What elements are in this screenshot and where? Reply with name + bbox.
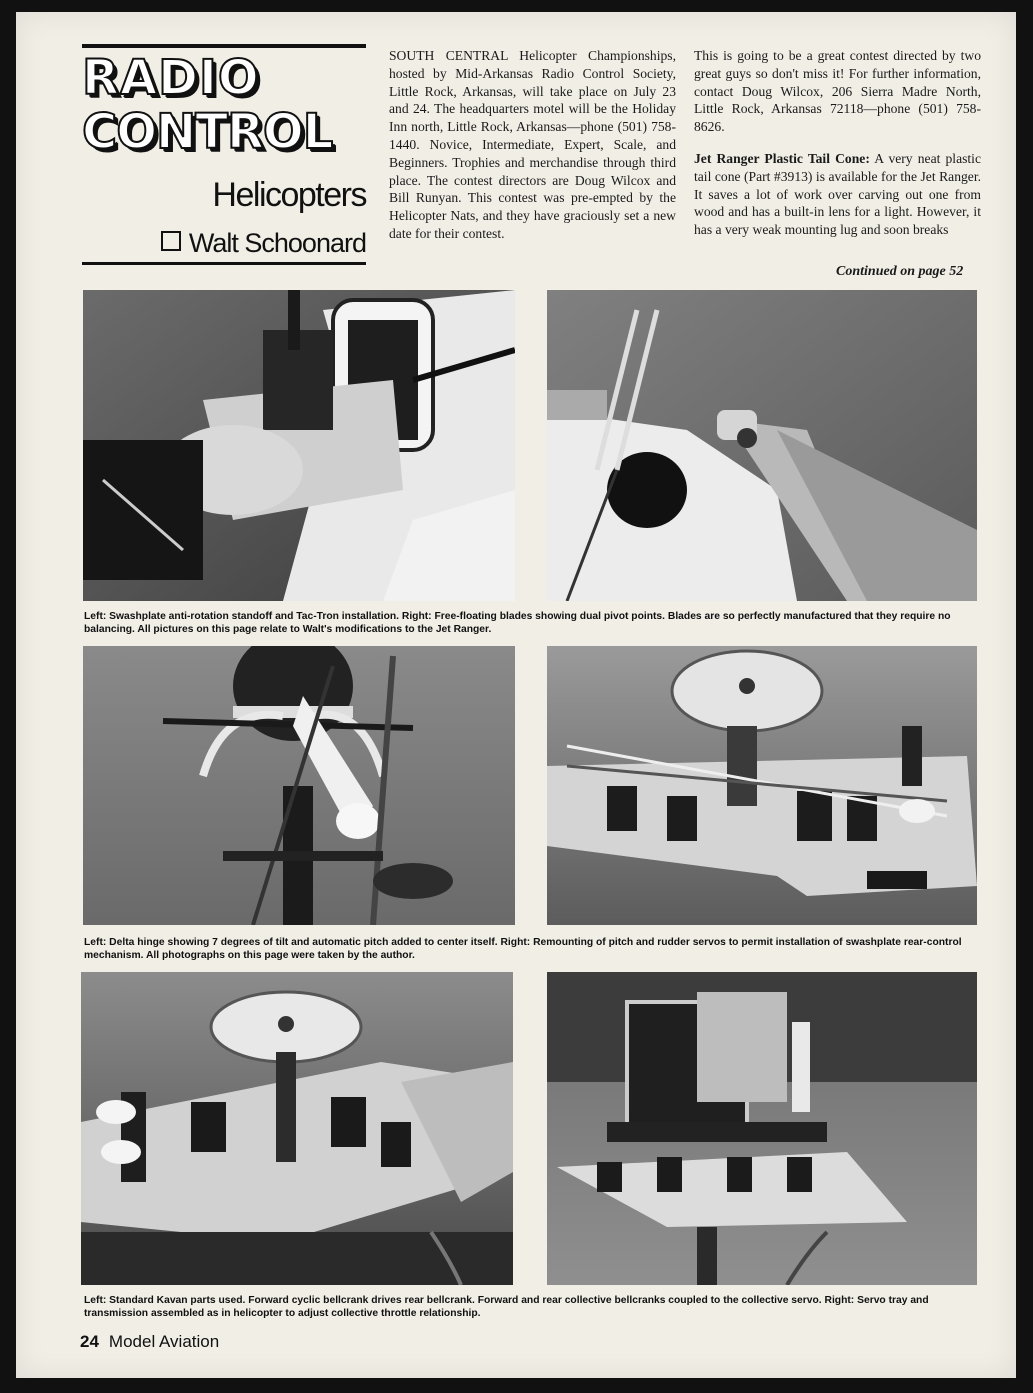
author-name: Walt Schoonard xyxy=(188,228,366,258)
article-paragraph: This is going to be a great contest directed by two great guys so don't miss it! For further information, contact Doug Wilcox, 206 Sierra Madre North, Little Rock, Arkansas 72118—phone (501) 758-8626. xyxy=(694,48,981,135)
paragraph-body: A very neat plastic tail cone (Part #3913) is available for the Jet Ranger. It saves a lot of work over carving out one from wood and has a built-in lens for a light. However, it has a very weak mounting lug and soon breaks xyxy=(694,150,981,238)
header-top-rule xyxy=(82,44,366,48)
title-control: CONTROL xyxy=(82,104,333,160)
article-paragraph xyxy=(694,150,981,239)
continued-note: Continued on page 52 xyxy=(836,264,964,279)
photo-free-floating-blades xyxy=(547,290,977,601)
photo-delta-hinge xyxy=(83,646,515,925)
photo-swashplate-standoff xyxy=(83,290,515,601)
title-radio: RADIO xyxy=(82,50,260,106)
magazine-name: Model Aviation xyxy=(108,1332,220,1351)
photo-kavan-parts xyxy=(81,972,513,1285)
caption-row-3: Left: Standard Kavan parts used. Forward cyclic bellcrank drives rear bellcrank. Forward and rear collective bellcranks coupled to the collective servo. Right: Servo tray and transmission assembled as in helicopter to adjust collective throttle relationship. xyxy=(84,1295,929,1319)
article-column-1 xyxy=(389,47,676,243)
column-subject: Helicopters xyxy=(212,176,366,214)
article-paragraph: SOUTH CENTRAL Helicopter Championships, hosted by Mid-Arkansas Radio Control Society, Little Rock, Arkansas, will take place on July 23 and 24. The headquarters motel will be the Holiday Inn north, Little Rock, Arkansas—phone (501) 758-1440. Novice, Intermediate, Expert, Scale, and Beginners. Trophies and merchandise through third place. The contest directors are Doug Wilcox and Bill Runyan. This contest was pre-empted by the Helicopter Nats, and they have graciously set a new date for their contest. xyxy=(389,48,676,241)
photo-servo-remounting xyxy=(547,646,977,925)
author-byline xyxy=(146,228,366,259)
caption-row-1: Left: Swashplate anti-rotation standoff and Tac-Tron installation. Right: Free-floating blades showing dual pivot points. Blades are so perfectly manufactured that they require no balancing. All pictures on this page relate to Walt's modifications to the Jet Ranger. xyxy=(84,611,951,635)
page-number: 24 xyxy=(80,1332,99,1351)
article-column-2 xyxy=(694,47,981,239)
header-bottom-rule xyxy=(82,262,366,265)
page-footer xyxy=(80,1332,219,1352)
photo-servo-tray-transmission xyxy=(547,972,977,1285)
subhead: Jet Ranger Plastic Tail Cone: xyxy=(694,150,870,166)
magazine-page xyxy=(16,12,1016,1378)
caption-row-2: Left: Delta hinge showing 7 degrees of tilt and automatic pitch added to center itself. Right: Remounting of pitch and rudder servos to permit installation of swashplate rear-control mechanism. All photographs on this page were taken by the author. xyxy=(84,937,962,961)
checkbox-icon xyxy=(161,231,181,251)
